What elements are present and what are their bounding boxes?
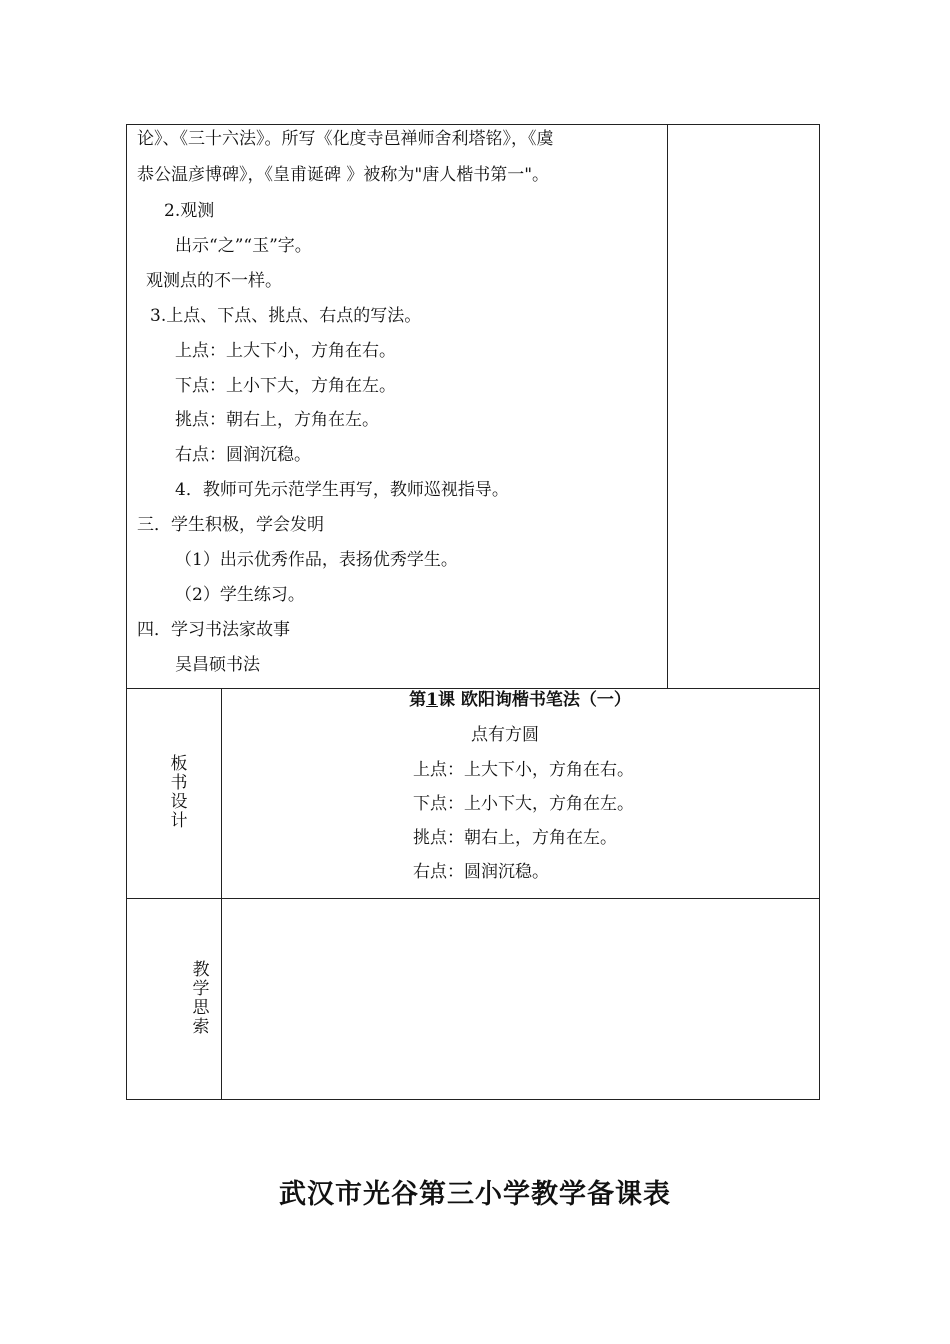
reflection-row: [127, 899, 819, 1100]
board-title-number: 1: [426, 690, 438, 710]
board-item: 下点：上小下大，方角在左。: [413, 794, 634, 814]
list-item: 吴昌硕书法: [175, 655, 260, 675]
label-char: 计: [170, 811, 188, 831]
board-title-suffix: 课 欧阳询楷书笔法（一）: [437, 690, 631, 710]
text-line: 出示“之”“玉”字。: [175, 236, 312, 256]
page-title: 武汉市光谷第三小学教学备课表: [279, 1179, 671, 1210]
board-item: 挑点：朝右上，方角在左。: [413, 828, 617, 848]
text-line: 观测点的不一样。: [146, 271, 282, 291]
label-char: 设: [170, 792, 188, 812]
step-title: 4．教师可先示范学生再写，教师巡视指导。: [175, 480, 509, 500]
board-title-prefix: 第: [409, 690, 427, 710]
list-item: 下点：上小下大，方角在左。: [175, 376, 396, 396]
board-item: 上点：上大下小，方角在右。: [413, 760, 634, 780]
column-divider: [221, 899, 222, 1100]
list-item: 挑点：朝右上，方角在左。: [175, 410, 379, 430]
list-item: 上点：上大下小，方角在右。: [175, 341, 396, 361]
label-char: 板: [170, 754, 188, 774]
section-title: 三．学生积极，学会发明: [137, 515, 324, 535]
label-char: 教: [192, 960, 210, 980]
lesson-plan-table: [126, 124, 820, 1100]
lesson-steps-row: [127, 125, 819, 689]
board-title: [222, 690, 818, 710]
board-subtitle: 点有方圆: [471, 725, 539, 745]
section-title: 四．学习书法家故事: [137, 620, 290, 640]
board-item: 右点：圆润沉稳。: [413, 862, 549, 882]
label-char: 书: [170, 773, 188, 793]
board-design-row: [127, 688, 819, 899]
text-line: 论》、《三十六法》。所写《化度寺邑禅师舍利塔铭》，《虞: [137, 129, 554, 149]
text-line: 恭公温彦博碑》，《皇甫诞碑 》被称为"唐人楷书第一"。: [137, 165, 550, 185]
column-divider: [221, 688, 222, 898]
step-title: 3.上点、下点、挑点、右点的写法。: [150, 306, 422, 326]
list-item: （2）学生练习。: [175, 585, 305, 605]
label-char: 学: [192, 979, 210, 999]
board-design-label: [168, 755, 190, 831]
label-char: 索: [192, 1017, 210, 1037]
reflection-label: [190, 961, 212, 1037]
column-divider: [667, 125, 668, 688]
step-title: 2.观测: [164, 201, 215, 221]
list-item: （1）出示优秀作品，表扬优秀学生。: [175, 550, 458, 570]
list-item: 右点：圆润沉稳。: [175, 445, 311, 465]
label-char: 思: [192, 998, 210, 1018]
